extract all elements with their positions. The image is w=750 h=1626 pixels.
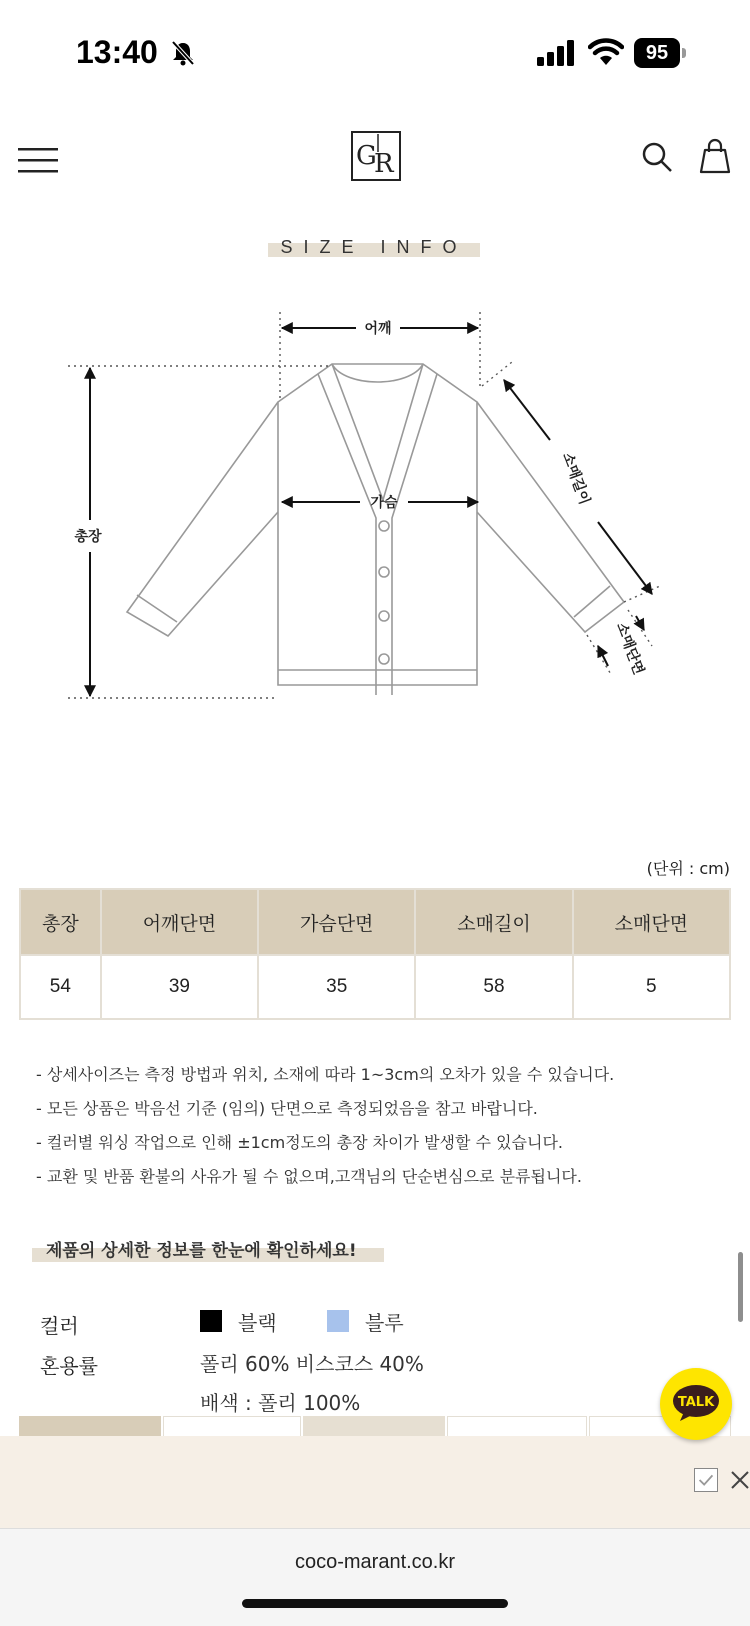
- status-bar: [0, 0, 750, 100]
- status-time: 13:40: [76, 34, 158, 70]
- color-name-blue: 블루: [365, 1311, 404, 1335]
- size-info-heading: [268, 237, 480, 259]
- table-cell: 58: [415, 955, 572, 1019]
- chat-bubble-icon: [672, 1384, 720, 1422]
- table-cell: 39: [101, 955, 258, 1019]
- size-info-title: SIZE INFO: [280, 237, 468, 257]
- chest-label: 가슴: [370, 495, 398, 511]
- url-text[interactable]: coco-marant.co.kr: [294, 1551, 456, 1573]
- hamburger-menu-icon[interactable]: [18, 146, 58, 176]
- battery-indicator: [634, 38, 686, 68]
- length-label: 총장: [74, 529, 102, 545]
- kakao-talk-button[interactable]: [660, 1368, 732, 1440]
- table-header-cell: 소매단면: [573, 889, 730, 955]
- home-indicator: [242, 1599, 508, 1608]
- shopping-bag-icon[interactable]: [698, 138, 732, 174]
- blend-main-value: 폴리 60% 비스코스 40%: [200, 1352, 424, 1376]
- svg-text:G: G: [356, 141, 377, 171]
- color-name-black: 블랙: [238, 1311, 277, 1335]
- size-notes: [36, 1062, 736, 1198]
- blend-label: 혼용률: [40, 1354, 98, 1378]
- shoulder-label: 어깨: [364, 321, 392, 337]
- table-header-cell: 총장: [20, 889, 101, 955]
- sleeve-width-label: 소매단면: [612, 620, 647, 677]
- note-item: - 모든 상품은 박음선 기준 (임의) 단면으로 측정되었음을 참고 바랍니다.: [36, 1099, 538, 1118]
- size-table: [19, 888, 731, 1020]
- cellular-signal-icon: [537, 40, 577, 66]
- note-item: - 교환 및 반품 환불의 사유가 될 수 없으며,고객님의 단순변심으로 분류됩니다.: [36, 1167, 582, 1186]
- talk-label: TALK: [677, 1395, 715, 1410]
- scrollbar[interactable]: [738, 1252, 743, 1322]
- close-icon[interactable]: [728, 1466, 750, 1494]
- brand-logo[interactable]: [350, 130, 402, 182]
- note-item: - 컬러별 워싱 작업으로 인해 ±1cm정도의 총장 차이가 발생할 수 있습니다.: [36, 1133, 564, 1152]
- checkbox-icon[interactable]: [694, 1468, 718, 1492]
- next-table-strip: [19, 1416, 161, 1438]
- table-row: [20, 955, 730, 1019]
- browser-address-bar[interactable]: [0, 1528, 750, 1626]
- wifi-icon: [588, 38, 624, 66]
- table-header-cell: 어깨단면: [101, 889, 258, 955]
- note-item: - 상세사이즈는 측정 방법과 위치, 소재에 따라 1~3cm의 오차가 있을 수 있습니다.: [36, 1065, 615, 1084]
- bell-muted-icon: [170, 40, 196, 66]
- detail-heading: [32, 1236, 384, 1266]
- unit-label: (단위 : cm): [646, 859, 730, 878]
- svg-text:R: R: [374, 149, 394, 179]
- blend-trim-value: 배색 : 폴리 100%: [200, 1391, 361, 1415]
- cardigan-size-diagram: [0, 290, 750, 770]
- detail-title: 제품의 상세한 정보를 한눈에 확인하세요!: [46, 1241, 357, 1261]
- sleeve-length-label: 소매길이: [558, 450, 593, 507]
- battery-level: 95: [634, 38, 680, 68]
- table-header-cell: 소매길이: [415, 889, 572, 955]
- search-icon[interactable]: [640, 140, 674, 174]
- bottom-banner: [0, 1436, 750, 1528]
- color-swatch-blue: [327, 1310, 349, 1332]
- color-swatch-black: [200, 1310, 222, 1332]
- table-cell: 5: [573, 955, 730, 1019]
- site-header: [0, 110, 750, 210]
- table-cell: 54: [20, 955, 101, 1019]
- color-label: 컬러: [40, 1314, 79, 1338]
- table-header-cell: 가슴단면: [258, 889, 415, 955]
- table-cell: 35: [258, 955, 415, 1019]
- table-header-row: [20, 889, 730, 955]
